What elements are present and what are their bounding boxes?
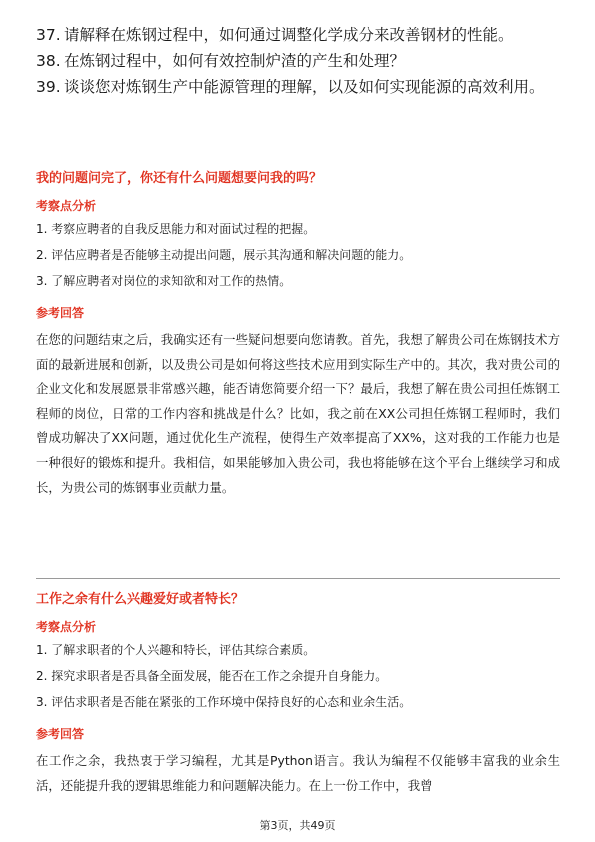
question-item	[36, 76, 560, 99]
analysis-heading: 考察点分析	[36, 620, 97, 634]
section-heading: 我的问题问完了，你还有什么问题想要问我的吗？	[36, 171, 323, 186]
answer-paragraph: 在工作之余，我热衷于学习编程，尤其是Python语言。我认为编程不仅能够丰富我的业余生活，还能提升我的逻辑思维能力和问题解决能力。在上一份工作中，我曾	[36, 753, 560, 793]
answer-paragraph: 在您的问题结束之后，我确实还有一些疑问想要向您请教。首先，我想了解贵公司在炼钢技术方面的最新进展和创新，以及贵公司是如何将这些技术应用到实际生产中的。其次，我对贵公司的企业文化和发展愿景非常感兴趣，能否请您简要介绍一下？最后，我想了解在贵公司担任炼钢工程师的岗位，日常的工作内容和挑战是什么？比如，我之前在XX公司担任炼钢工程师时，我们曾成功解决了XX问题，通过优化生产流程，使得生产效率提高了XX%，这对我的工作能力也是一种很好的锻炼和提升。我相信，如果能够加入贵公司，我也将能够在这个平台上继续学习和成长，为贵公司的炼钢事业贡献力量。	[36, 332, 560, 495]
analysis-point: 1. 考察应聘者的自我反思能力和对面试过程的把握。	[36, 222, 316, 236]
question-number: 38.	[36, 52, 61, 70]
question-text: 请解释在炼钢过程中，如何通过调整化学成分来改善钢材的性能。	[64, 26, 514, 44]
analysis-point: 3. 了解应聘者对岗位的求知欲和对工作的热情。	[36, 274, 292, 288]
question-number: 37.	[36, 26, 61, 44]
question-number: 39.	[36, 78, 61, 96]
analysis-point: 1. 了解求职者的个人兴趣和特长，评估其综合素质。	[36, 643, 316, 657]
question-item	[36, 24, 560, 47]
answer-heading: 参考回答	[36, 306, 85, 320]
page-number: 第3页，共49页	[259, 819, 336, 832]
analysis-point: 2. 探究求职者是否具备全面发展，能否在工作之余提升自身能力。	[36, 669, 388, 683]
section-divider	[36, 578, 560, 579]
section-hobbies	[36, 591, 560, 798]
section-heading: 工作之余有什么兴趣爱好或者特长？	[36, 592, 245, 607]
answer-heading: 参考回答	[36, 727, 85, 741]
analysis-point: 3. 评估求职者是否能在紧张的工作环境中保持良好的心态和业余生活。	[36, 695, 412, 709]
analysis-point: 2. 评估应聘者是否能够主动提出问题，展示其沟通和解决问题的能力。	[36, 248, 412, 262]
question-text: 谈谈您对炼钢生产中能源管理的理解，以及如何实现能源的高效利用。	[64, 78, 545, 96]
page-footer	[0, 817, 595, 833]
question-list	[36, 24, 560, 102]
analysis-heading: 考察点分析	[36, 199, 97, 213]
section-questions-for-interviewer	[36, 170, 560, 500]
question-text: 在炼钢过程中，如何有效控制炉渣的产生和处理？	[64, 52, 406, 70]
question-item	[36, 50, 560, 73]
